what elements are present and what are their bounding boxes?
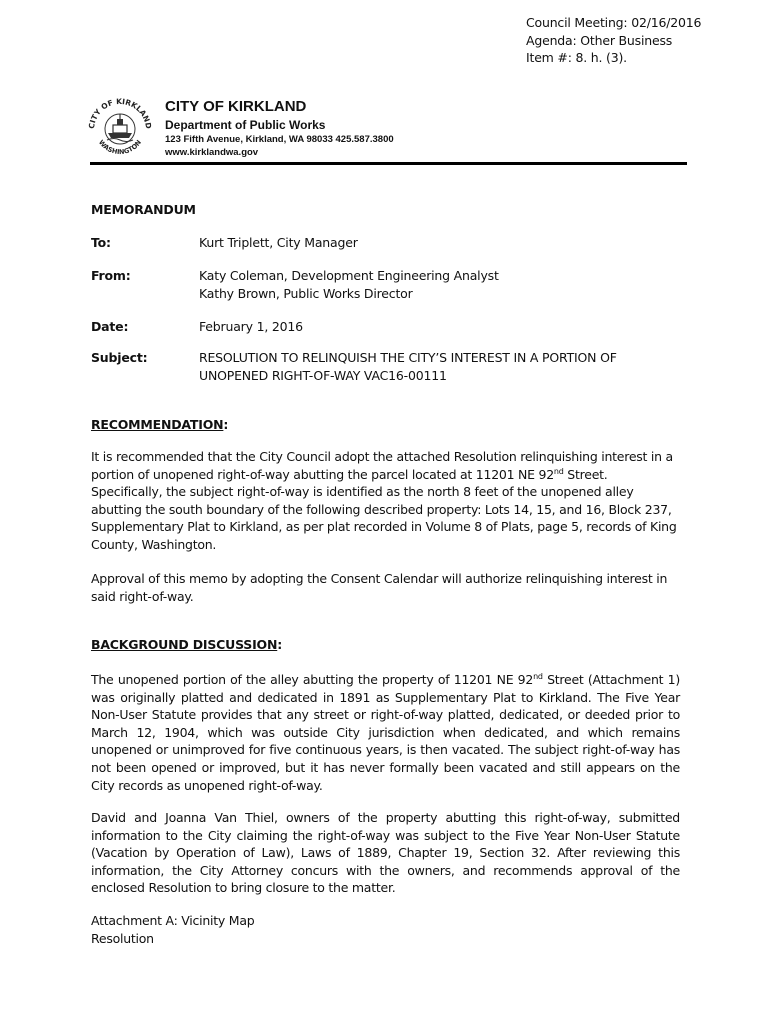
meeting-info bbox=[526, 14, 701, 67]
recommendation-paragraph-1 bbox=[91, 448, 680, 554]
background-p1-text-a: The unopened portion of the alley abutting the property of 11201 NE 92 bbox=[91, 672, 534, 687]
recommendation-heading-text: RECOMMENDATION bbox=[91, 417, 224, 432]
memo-fields bbox=[91, 234, 691, 385]
recommendation-p1-text-b: Street. Specifically, the subject right-of-way is identified as the north 8 feet of the unopened alley abutting the south boundary of the following described property: Lots 14, 15, and 16, Block 237, Supplementary Plat to Kirkland, as per plat recorded in Volume 8 of Plats, page 5, records of King County, Washington. bbox=[91, 466, 677, 552]
meeting-date: Council Meeting: 02/16/2016 bbox=[526, 15, 702, 30]
department-name: Department of Public Works bbox=[165, 118, 326, 132]
recommendation-p1-ordinal: nd bbox=[553, 466, 564, 476]
city-name: CITY OF KIRKLAND bbox=[165, 98, 307, 115]
department-website: www.kirklandwa.gov bbox=[165, 147, 259, 158]
svg-text:CITY OF KIRKLAND: CITY OF KIRKLAND bbox=[86, 96, 154, 130]
memo-from-value-1: Katy Coleman, Development Engineering Analyst bbox=[199, 268, 499, 283]
memo-from-value-2: Kathy Brown, Public Works Director bbox=[199, 286, 413, 301]
recommendation-paragraph-2: Approval of this memo by adopting the Consent Calendar will authorize relinquishing interest in said right-of-way. bbox=[91, 571, 668, 604]
memo-title: MEMORANDUM bbox=[91, 202, 196, 217]
svg-text:WASHINGTON: WASHINGTON bbox=[97, 138, 143, 157]
background-paragraph-1 bbox=[91, 671, 680, 794]
attachment-line-2: Resolution bbox=[91, 930, 154, 946]
memo-subject-value-2: UNOPENED RIGHT-OF-WAY VAC16-00111 bbox=[199, 368, 447, 383]
memo-to-value: Kurt Triplett, City Manager bbox=[199, 235, 358, 250]
memo-subject-label: Subject: bbox=[91, 350, 148, 365]
background-heading-text: BACKGROUND DISCUSSION bbox=[91, 637, 278, 652]
memo-to-row bbox=[91, 234, 691, 267]
memo-date-label: Date: bbox=[91, 319, 129, 334]
background-heading-colon: : bbox=[277, 637, 283, 652]
attachments bbox=[91, 912, 680, 947]
memo-from-row bbox=[91, 267, 691, 318]
meeting-agenda: Agenda: Other Business bbox=[526, 32, 673, 48]
header-divider bbox=[90, 162, 687, 165]
department-header bbox=[165, 98, 394, 159]
memo-to-label: To: bbox=[91, 235, 111, 250]
memo-subject-row bbox=[91, 349, 691, 385]
department-address: 123 Fifth Avenue, Kirkland, WA 98033 425.587.3800 bbox=[165, 134, 394, 145]
recommendation-p1-text-a: It is recommended that the City Council adopt the attached Resolution relinquishing interest in a portion of unopened right-of-way abutting the parcel located at 11201 NE 92 bbox=[91, 449, 673, 482]
memo-date-value: February 1, 2016 bbox=[199, 319, 303, 334]
background-paragraph-2: David and Joanna Van Thiel, owners of the property abutting this right-of-way, submitted information to the City claiming the right-of-way was subject to the Five Year Non-User Statute (Vacation by Operation of Law), Laws of 1889, Chapter 19, Section 32. After reviewing this information, the City Attorney concurs with the owners, and recommends approval of the enclosed Resolution to bring closure to the matter. bbox=[91, 810, 680, 896]
memo-date-row bbox=[91, 318, 691, 349]
background-heading bbox=[91, 637, 282, 652]
meeting-item: Item #: 8. h. (3). bbox=[526, 50, 627, 65]
city-seal-logo bbox=[84, 92, 156, 164]
recommendation-heading bbox=[91, 417, 228, 432]
memo-subject-value-1: RESOLUTION TO RELINQUISH THE CITY’S INTEREST IN A PORTION OF bbox=[199, 350, 617, 365]
attachment-line-1: Attachment A: Vicinity Map bbox=[91, 913, 255, 928]
recommendation-heading-colon: : bbox=[223, 417, 229, 432]
background-p1-text-b: Street (Attachment 1) was originally platted and dedicated in 1891 as Supplementary Plat to Kirkland. The Five Year Non-User Statute provides that any street or right-of-way platted, dedicated, or deeded prior to March 12, 1904, which was outside City jurisdiction when dedicated, and which remains unopened or unimproved for five continuous years, is then vacated. The subject right-of-way has not been opened or improved, but it has never formally been vacated and still appears on the City records as unopened right-of-way. bbox=[91, 672, 680, 793]
background-p1-ordinal: nd bbox=[533, 672, 543, 681]
memo-from-label: From: bbox=[91, 268, 131, 283]
